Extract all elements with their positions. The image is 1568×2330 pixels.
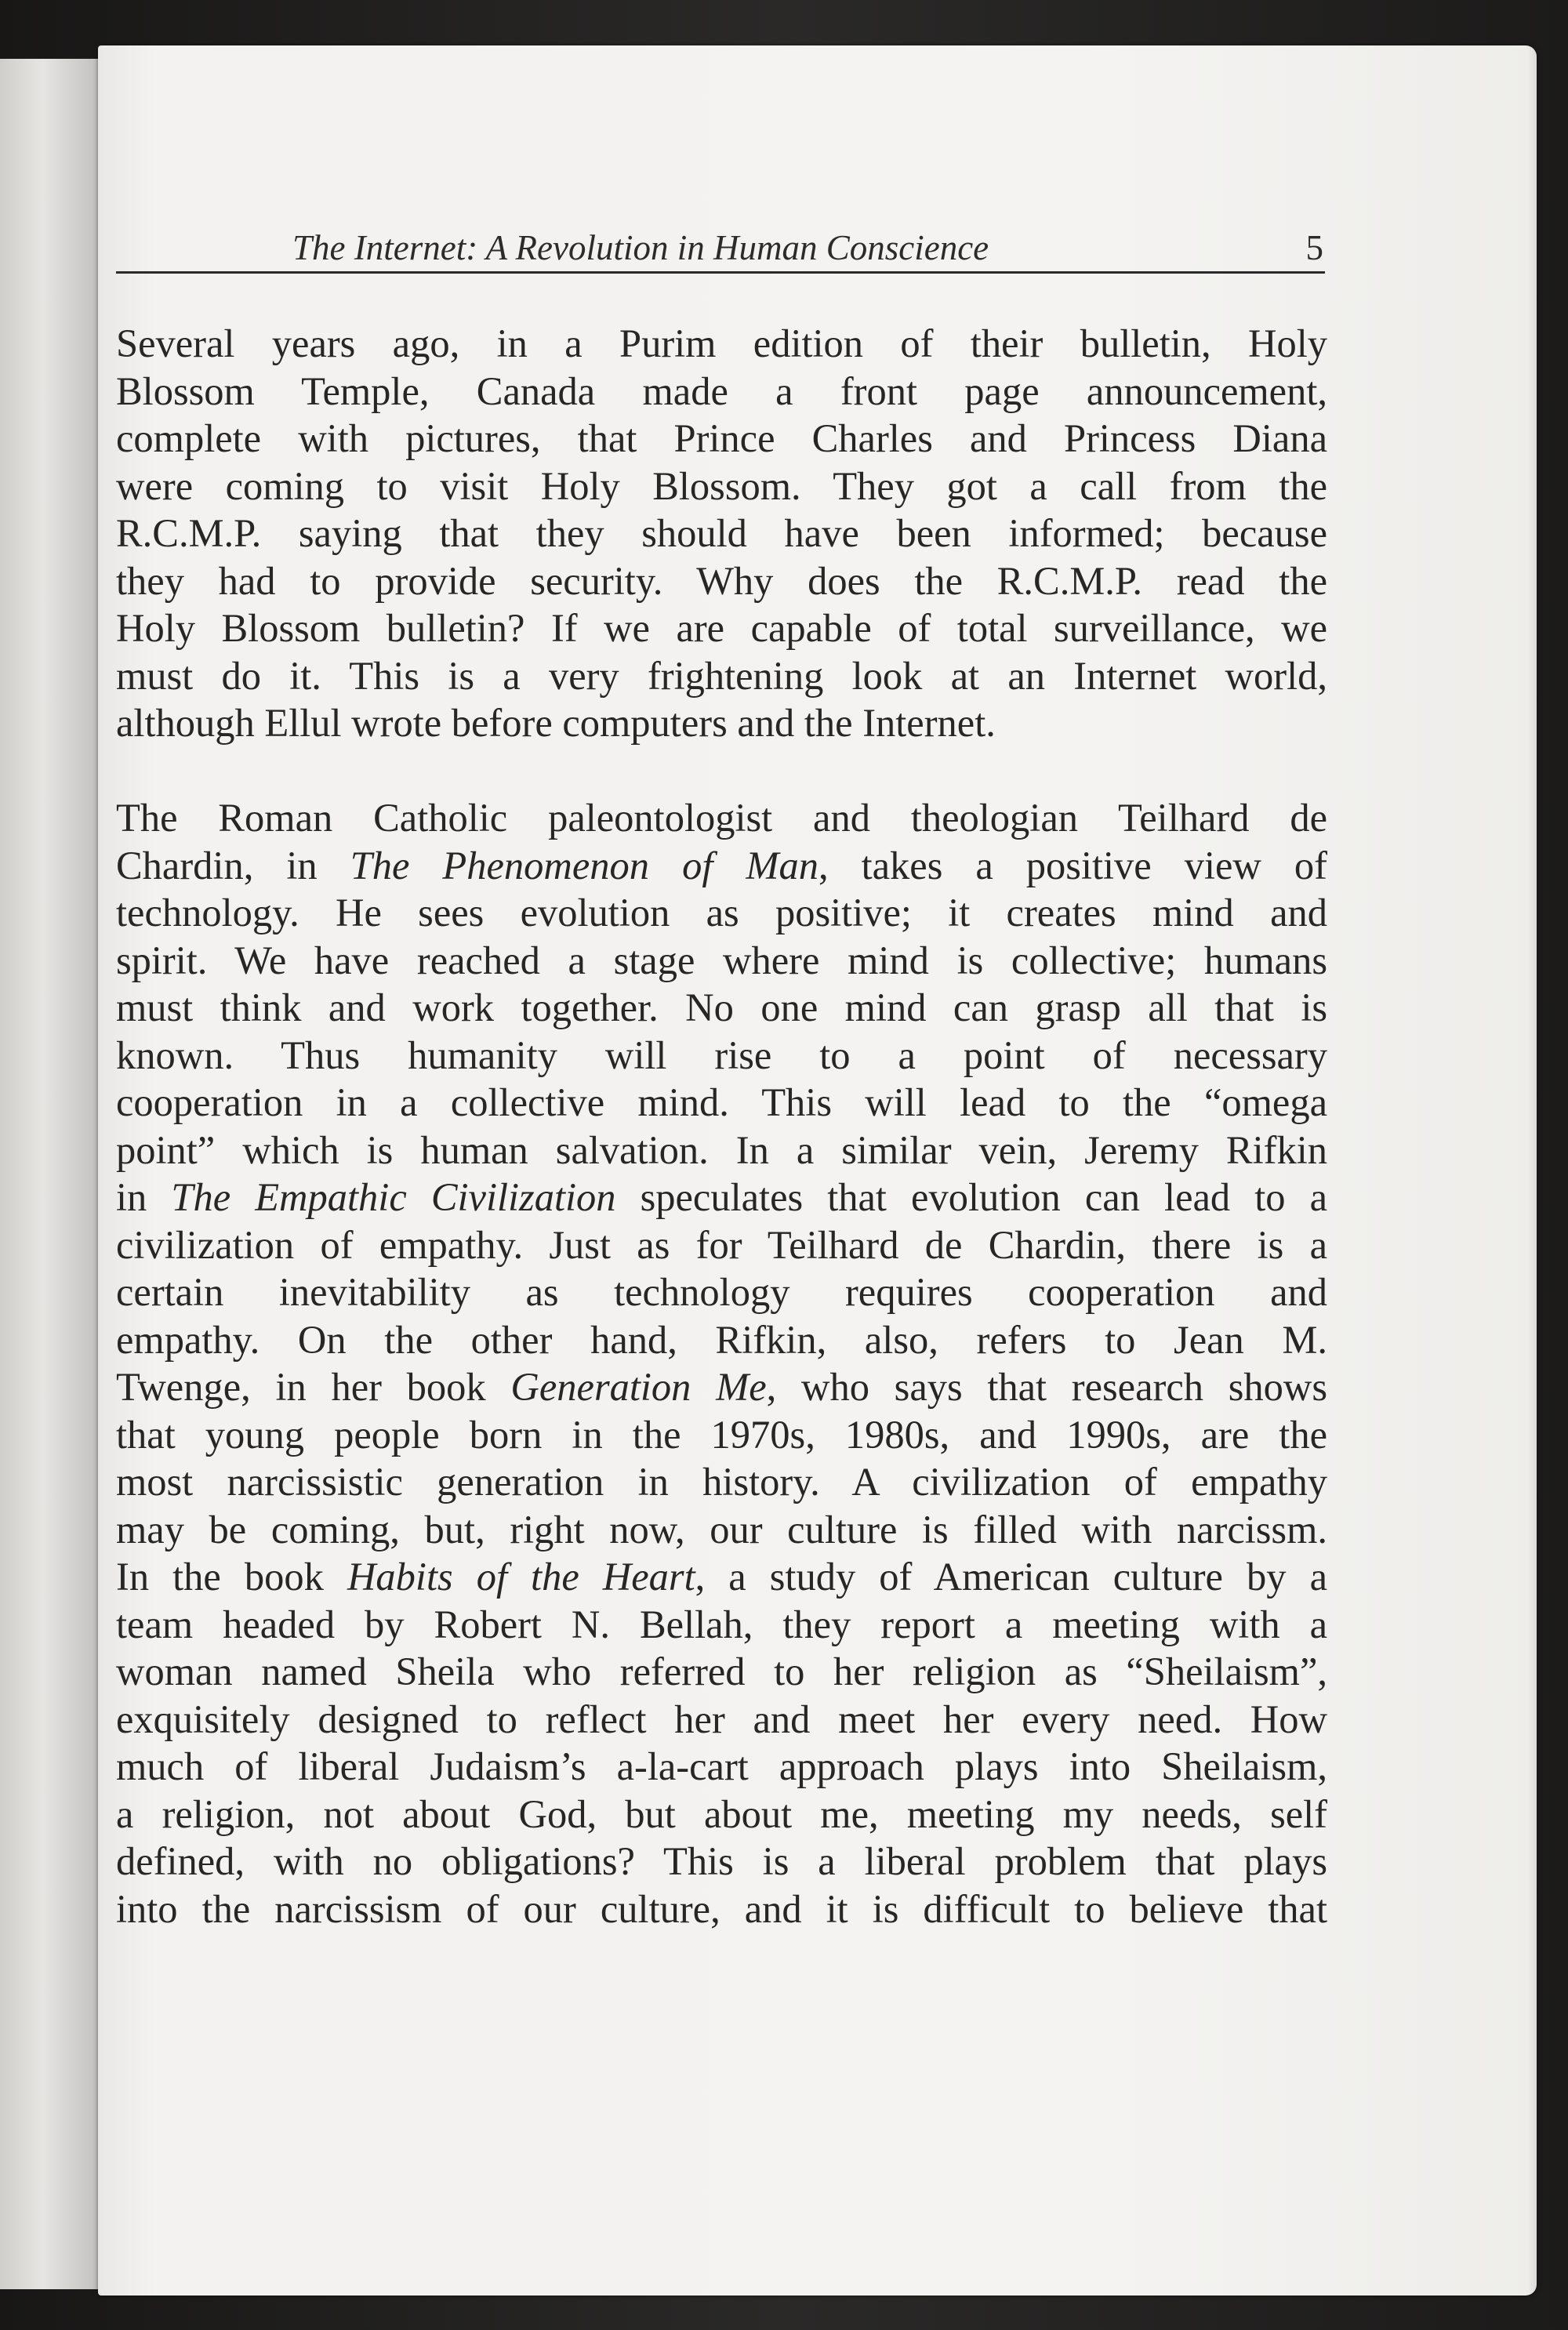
- facing-page-edge: [0, 59, 106, 2289]
- text-run: , takes a positive view of: [818, 843, 1327, 887]
- text-line: [116, 1458, 1327, 1506]
- text-line: [116, 415, 1327, 463]
- text-line: [116, 1316, 1327, 1364]
- text-run: woman named Sheila who referred to her religion as “Sheilaism”,: [116, 1650, 1327, 1693]
- page-number: 5: [1305, 228, 1323, 267]
- text-line: [116, 604, 1327, 652]
- text-line: [116, 510, 1327, 557]
- text-run: they had to provide security. Why does the R.C.M.P. read the: [116, 558, 1327, 603]
- text-run: that young people born in the 1970s, 1980s, and 1990s, are the: [116, 1412, 1327, 1457]
- text-run: point” which is human salvation. In a similar vein, Jeremy Rifkin: [116, 1127, 1327, 1172]
- text-run: were coming to visit Holy Blossom. They got a call from the: [116, 463, 1327, 508]
- text-run: must think and work together. No one mind can grasp all that is: [116, 985, 1327, 1029]
- text-line: [116, 1079, 1327, 1127]
- text-run: complete with pictures, that Prince Charles and Princess Diana: [116, 416, 1327, 460]
- text-run: much of liberal Judaism’s a-la-cart approach plays into Sheilaism,: [116, 1744, 1327, 1788]
- text-run: Twenge, in her book: [116, 1365, 511, 1409]
- text-line: [116, 1363, 1327, 1411]
- text-run: a religion, not about God, but about me, meeting my needs, self: [116, 1791, 1327, 1836]
- text-run: spirit. We have reached a stage where mind is collective; humans: [116, 938, 1327, 982]
- text-run: The Roman Catholic paleontologist and theologian Teilhard de: [116, 796, 1327, 840]
- text-line: [116, 1221, 1327, 1269]
- italic-title: Habits of the Heart: [347, 1555, 695, 1599]
- text-run: cooperation in a collective mind. This will lead to the “omega: [116, 1080, 1327, 1124]
- italic-title: The Phenomenon of Man: [350, 843, 818, 887]
- text-line: [116, 1791, 1327, 1838]
- text-run: must do it. This is a very frightening look at an Internet world,: [116, 653, 1327, 698]
- text-line: [116, 557, 1327, 605]
- text-line: [116, 1553, 1327, 1601]
- text-run: certain inevitability as technology requires cooperation and: [116, 1270, 1327, 1314]
- text-line: [116, 984, 1327, 1032]
- text-run: technology. He sees evolution as positive; it creates mind and: [116, 891, 1327, 935]
- text-run: team headed by Robert N. Bellah, they report a meeting with a: [116, 1602, 1327, 1646]
- text-line: [116, 320, 1327, 368]
- text-run: empathy. On the other hand, Rifkin, also, refers to Jean M.: [116, 1317, 1327, 1362]
- text-run: into the narcissism of our culture, and it is difficult to believe that: [116, 1886, 1327, 1931]
- text-line: [116, 889, 1327, 937]
- text-run: known. Thus humanity will rise to a point of necessary: [116, 1033, 1327, 1077]
- running-header-title: The Internet: A Revolution in Human Conscience: [292, 228, 989, 267]
- text-line: [116, 1032, 1327, 1080]
- text-line: [116, 1127, 1327, 1174]
- paragraph: [116, 794, 1327, 1933]
- text-run: , a study of American culture by a: [695, 1555, 1327, 1599]
- text-line: [116, 1838, 1327, 1885]
- text-run: In the book: [116, 1555, 347, 1599]
- text-run: although Ellul wrote before computers and the Internet.: [116, 701, 996, 745]
- text-line: [116, 1601, 1327, 1649]
- text-line: [116, 1696, 1327, 1744]
- text-line: [116, 1743, 1327, 1791]
- text-run: Holy Blossom bulletin? If we are capable of total surveillance, we: [116, 606, 1327, 650]
- body-text: [116, 320, 1327, 1933]
- text-line: [116, 1506, 1327, 1554]
- text-line: [116, 368, 1327, 416]
- text-line: [116, 937, 1327, 985]
- text-line: [116, 1268, 1327, 1316]
- text-run: Several years ago, in a Purim edition of their bulletin, Holy: [116, 321, 1327, 365]
- text-line: [116, 1885, 1327, 1933]
- text-run: civilization of empathy. Just as for Teilhard de Chardin, there is a: [116, 1222, 1327, 1267]
- text-run: , who says that research shows: [766, 1365, 1327, 1409]
- text-line: [116, 1648, 1327, 1696]
- page-fore-edge: [1527, 45, 1537, 2296]
- text-run: defined, with no obligations? This is a liberal problem that plays: [116, 1839, 1327, 1883]
- italic-title: The Empathic Civilization: [171, 1175, 616, 1219]
- text-line: [116, 463, 1327, 510]
- text-run: in: [116, 1175, 172, 1219]
- paragraph: [116, 320, 1327, 747]
- text-line: [116, 842, 1327, 890]
- text-line: [116, 794, 1327, 842]
- text-run: R.C.M.P. saying that they should have been informed; because: [116, 511, 1327, 555]
- italic-title: Generation Me: [510, 1365, 767, 1409]
- running-header: [116, 220, 1325, 274]
- text-run: exquisitely designed to reflect her and meet her every need. How: [116, 1697, 1327, 1741]
- text-run: Blossom Temple, Canada made a front page announcement,: [116, 368, 1327, 413]
- text-run: Chardin, in: [116, 843, 350, 887]
- text-line: [116, 1174, 1327, 1221]
- text-line: [116, 699, 1327, 747]
- text-run: speculates that evolution can lead to a: [615, 1175, 1328, 1219]
- text-run: may be coming, but, right now, our culture is filled with narcissm.: [116, 1507, 1327, 1552]
- text-run: most narcissistic generation in history. A civilization of empathy: [116, 1460, 1327, 1504]
- text-line: [116, 652, 1327, 700]
- text-line: [116, 1411, 1327, 1459]
